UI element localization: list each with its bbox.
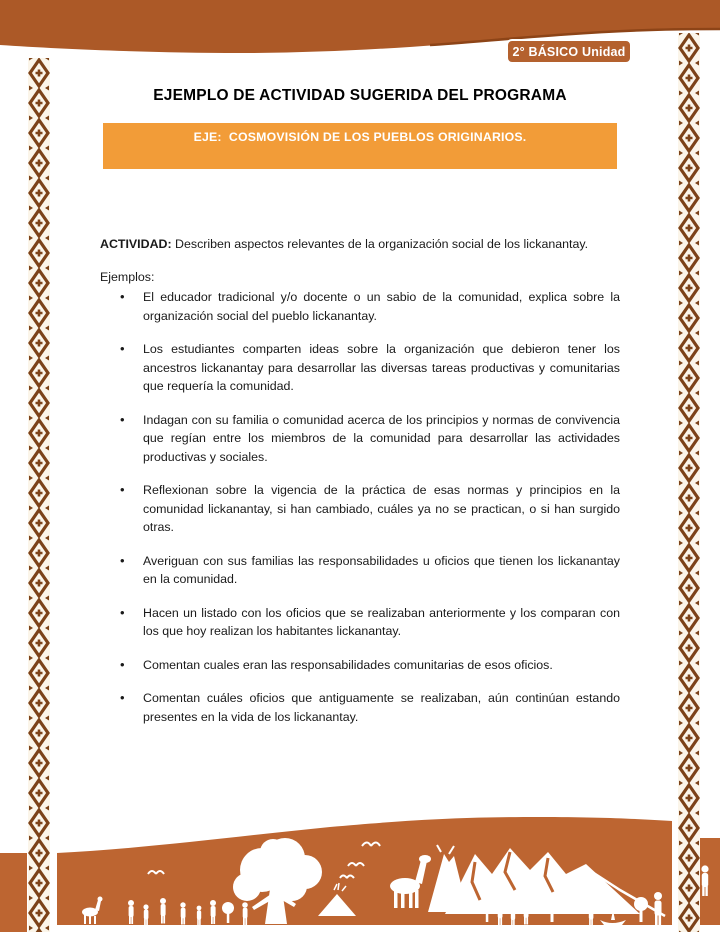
activity-text: Describen aspectos relevantes de la organización social de los lickanantay. <box>171 237 589 251</box>
bullet-item: • Averiguan con sus familias las responsabilidades u oficios que tienen los lickanantay en la comunidad. <box>143 552 620 589</box>
bullet-item: • Comentan cuales eran las responsabilidades comunitarias de esos oficios. <box>143 656 620 675</box>
bullet-item: • Los estudiantes comparten ideas sobre la organización que debieron tener los ancestros lickanantay para desarrollar las diversas tareas productivas y comunitarias que requería la comunidad. <box>143 340 620 396</box>
examples-label: Ejemplos: <box>100 269 155 284</box>
textile-border-right <box>678 33 700 932</box>
activity-line <box>100 235 620 254</box>
bullet-item: • Comentan cuáles oficios que antiguamente se realizaban, aún continúan estando presentes en la vida de los lickanantay. <box>143 689 620 726</box>
bullet-item: • Hacen un listado con los oficios que se realizaban anteriormente y los comparan con los que hoy realizan los habitantes lickanantay. <box>143 604 620 641</box>
eje-banner-text: EJE: COSMOVISIÓN DE LOS PUEBLOS ORIGINARIOS. <box>193 130 527 144</box>
activity-label: ACTIVIDAD: <box>100 237 172 251</box>
eje-banner <box>103 123 617 169</box>
bullet-item: • El educador tradicional y/o docente o un sabio de la comunidad, explica sobre la organización social del pueblo lickanantay. <box>143 288 620 325</box>
footer-landscape <box>0 812 720 932</box>
textile-pattern <box>678 33 700 932</box>
page-title: EJEMPLO DE ACTIVIDAD SUGERIDA DEL PROGRAMA <box>153 87 567 104</box>
activity-content <box>100 235 620 741</box>
right-bar-person-silhouette <box>700 865 714 910</box>
textile-border-left <box>28 58 50 932</box>
textile-pattern <box>28 58 50 932</box>
bullet-item: • Indagan con su familia o comunidad acerca de los principios y normas de convivencia que regían entre los miembros de la comunidad para desarrollar las actividades productivas y sociales. <box>143 411 620 467</box>
bullet-item: • Reflexionan sobre la vigencia de la práctica de esas normas y principios en la comunidad lickanantay, si han cambiado, cuáles ya no se practican, o si han surgido otras. <box>143 481 620 537</box>
examples-bullet-list <box>100 288 620 726</box>
unit-badge: 2° BÁSICO Unidad 2 <box>506 39 632 64</box>
